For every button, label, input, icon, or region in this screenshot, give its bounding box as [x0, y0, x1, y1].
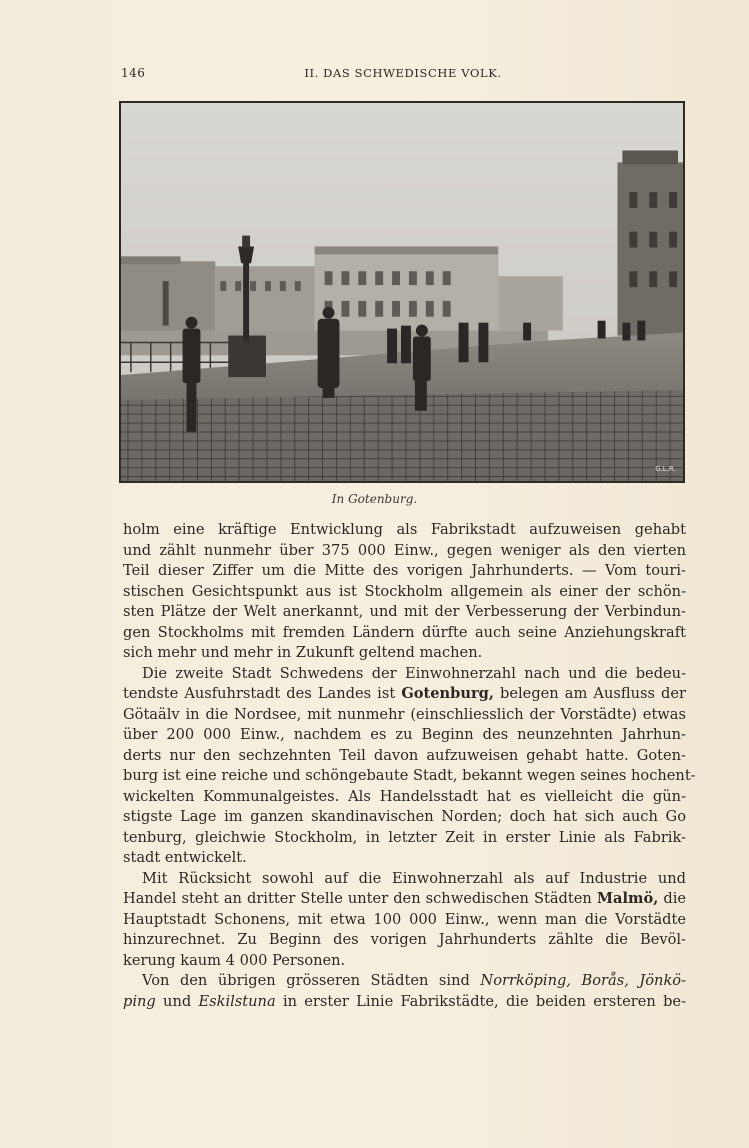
text-line: sich mehr und mehr in Zukunft geltend machen.: [123, 644, 483, 661]
text-line: über 200 000 Einw., nachdem es zu Beginn des neunzehnten Jahrhun-: [123, 726, 686, 743]
text-line-with-italic: Von den übrigen grösseren Städten sind Norrköping, Borås, Jönkö-: [142, 972, 687, 989]
building-right: [617, 162, 683, 335]
text-line: gen Stockholms mit fremden Ländern dürfte auch seine Anziehungskraft: [123, 623, 686, 641]
text-line: Götaälv in die Nordsee, mit nunmehr (einschliesslich der Vorstädte) etwas: [123, 705, 686, 723]
body-text: [123, 520, 696, 1012]
text-line: Mit Rücksicht sowohl auf die Einwohnerzahl als auf Industrie und: [142, 869, 686, 887]
italic-cities: Norrköping, Borås, Jönkö-: [480, 972, 687, 989]
text-line: und zählt nunmehr über 375 000 Einw., gegen weniger als den vierten: [123, 541, 686, 559]
text-line: Hauptstadt Schonens, mit etwa 100 000 Einw., wenn man die Vorstädte: [123, 910, 686, 928]
engraver-signature: G.L.R.: [655, 465, 676, 474]
text-line-with-bold: Handel steht an dritter Stelle unter den schwedischen Städten Malmö, die: [123, 890, 687, 907]
building-center-left: [215, 266, 314, 330]
text-line: stigste Lage im ganzen skandinavischen Norden; doch hat sich auch Go: [123, 808, 686, 825]
text-line: kerung kaum 4 000 Personen.: [123, 951, 346, 969]
text-line: hinzurechnet. Zu Beginn des vorigen Jahrhunderts zählte die Bevöl-: [123, 931, 686, 948]
page-header: [121, 66, 685, 86]
italic-eskilstuna: Eskilstuna: [198, 992, 276, 1010]
text-line: burg ist eine reiche und schöngebaute Stadt, bekannt wegen seines hochent-: [123, 767, 696, 784]
photograph-gotenburg: [119, 101, 685, 483]
text-line: stischen Gesichtspunkt aus ist Stockholm allgemein als einer der schön-: [123, 582, 686, 600]
text-line: sten Plätze der Welt anerkannt, und mit der Verbesserung der Verbindun-: [123, 603, 686, 620]
text-line: Teil dieser Ziffer um die Mitte des vorigen Jahrhunderts. — Vom touri-: [123, 562, 686, 579]
building-distant: [498, 276, 563, 330]
page-number: 146: [121, 66, 146, 80]
running-title: II. DAS SCHWEDISCHE VOLK.: [304, 66, 502, 80]
text-line: holm eine kräftige Entwicklung als Fabrikstadt aufzuweisen gehabt: [123, 521, 686, 538]
text-line-with-bold: tendste Ausfuhrstadt des Landes ist Gotenburg, belegen am Ausfluss der: [123, 685, 686, 702]
text-line: derts nur den sechzehnten Teil davon aufzuweisen gehabt hatte. Goten-: [123, 746, 686, 764]
text-line: wickelten Kommunalgeistes. Als Handelsstadt hat es vielleicht die gün-: [123, 787, 686, 805]
main-building: [315, 251, 499, 330]
bold-term-gotenburg: Gotenburg,: [401, 685, 494, 702]
text-line: stadt entwickelt.: [123, 849, 247, 866]
cobblestones: [121, 390, 683, 481]
bold-term-malmo: Malmö,: [596, 890, 659, 907]
text-line: Die zweite Stadt Schwedens der Einwohnerzahl nach und die bedeu-: [142, 664, 686, 682]
figure-caption: In Gotenburg.: [331, 492, 418, 506]
street-scene-illustration: [121, 103, 683, 481]
text-line: tenburg, gleichwie Stockholm, in letzter Zeit in erster Linie als Fabrik-: [123, 828, 686, 846]
text-line-with-italic: ping und Eskilstuna in erster Linie Fabrikstädte, die beiden ersteren be-: [123, 992, 686, 1010]
statue: [163, 281, 169, 326]
